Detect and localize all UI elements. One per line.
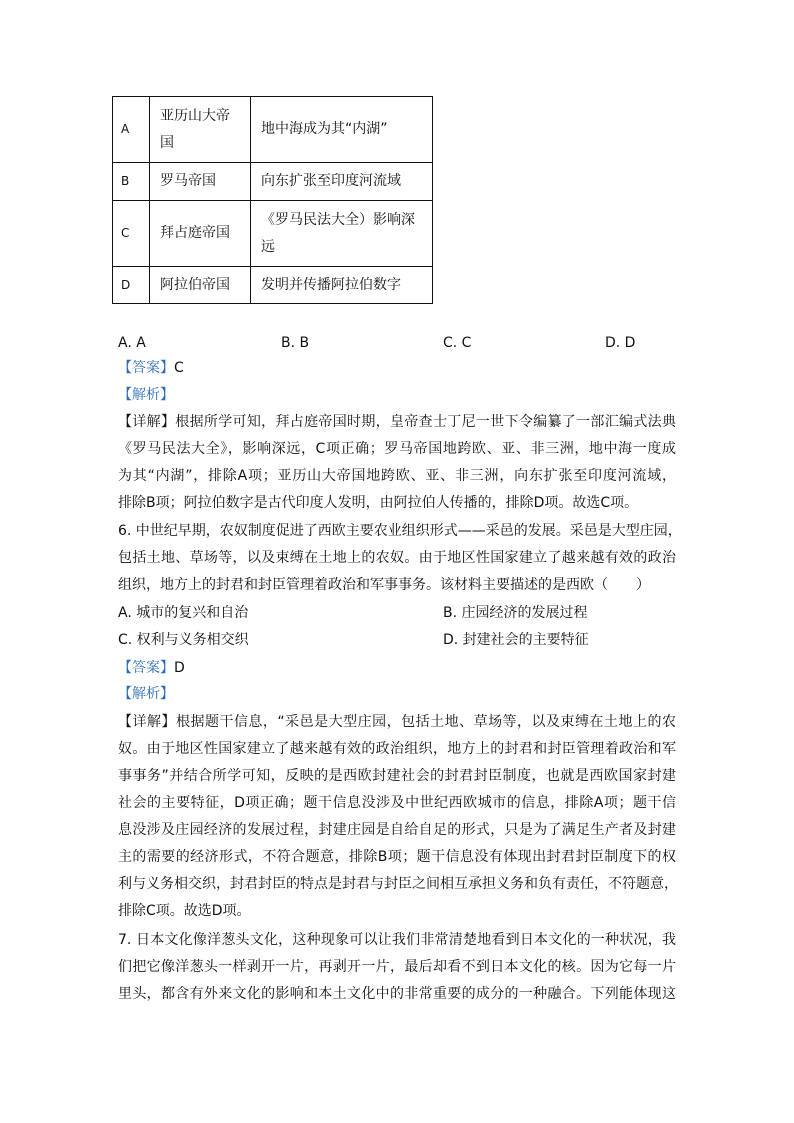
row-empire: 罗马帝国 [150,163,251,201]
q6-stem-line: 6. 中世纪早期，农奴制度促进了西欧主要农业组织形式——采邑的发展。采邑是大型庄园， [118,523,682,539]
q5-detail-line: 【详解】根据所学可知，拜占庭帝国时期，皇帝查士丁尼一世下令编纂了一部汇编式法典 [118,414,676,430]
q5-option-c: C. C [443,335,472,351]
q6-stem-line: 包括土地、草场等，以及束缚在土地上的农奴。由于地区性国家建立了越来越有效的政治 [118,550,676,566]
q5-table [112,96,433,304]
q5-detail-line: 排除B项；阿拉伯数字是古代印度人发明，由阿拉伯人传播的，排除D项。故选C项。 [118,495,639,511]
row-fact: 向东扩张至印度河流域 [251,163,433,201]
row-empire: 亚历山大帝国 [150,97,251,163]
q6-detail-line: 利与义务相交织，封君封臣的特点是封君与封臣之间相互承担义务和负有责任，不符题意， [118,876,678,892]
row-empire: 阿拉伯帝国 [150,267,251,304]
q5-option-d: D. D [605,335,636,351]
q7-stem-line: 7. 日本文化像洋葱头文化，这种现象可以让我们非常清楚地看到日本文化的一种状况，我 [118,932,676,948]
row-letter: C [113,201,150,267]
row-empire: 拜占庭帝国 [150,201,251,267]
q7-stem-line: 们把它像洋葱头一样剥开一片，再剥开一片，最后却看不到日本文化的核。因为它每一片 [118,959,676,975]
q6-detail-line: 息没涉及庄园经济的发展过程，封建庄园是自给自足的形式，只是为了满足生产者及封建 [118,822,676,838]
row-fact: 《罗马民法大全）影响深远 [251,201,433,267]
answer-label: 【答案】 [118,660,174,676]
q6-detail-line: 事事务”并结合所学可知，反映的是西欧封建社会的封君封臣制度，也就是西欧国家封建 [118,768,676,784]
q6-detail-line: 主的需要的经济形式，不符合题意，排除B项；题干信息没有体现出封君封臣制度下的权 [118,849,676,865]
q6-option-c: C. 权利与义务相交织 [118,632,249,648]
row-fact: 发明并传播阿拉伯数字 [251,267,433,304]
q6-detail-line: 排除C项。故选D项。 [118,903,251,919]
row-letter: A [113,97,150,163]
q6-answer [118,658,185,678]
q5-detail-line: 为其“内湖”，排除A项；亚历山大帝国地跨欧、亚、非三洲，向东扩张至印度河流域， [118,468,676,484]
analysis-label: 【解析】 [118,686,174,702]
q6-detail-line: 奴。由于地区性国家建立了越来越有效的政治组织，地方上的封君和封臣管理着政治和军 [118,741,676,757]
q6-option-d: D. 封建社会的主要特征 [443,632,589,648]
row-fact: 地中海成为其“内湖” [251,97,433,163]
q6-option-b: B. 庄园经济的发展过程 [443,605,588,621]
analysis-label: 【解析】 [118,387,174,403]
q7-stem-line: 里头，都含有外来文化的影响和本土文化中的非常重要的成分的一种融合。下列能体现这 [118,986,676,1002]
answer-value: D [174,660,185,676]
row-letter: B [113,163,150,201]
answer-label: 【答案】 [118,360,174,376]
q5-answer [118,358,184,378]
row-letter: D [113,267,150,304]
q5-option-a: A. A [118,335,146,351]
q6-stem-line: 组织，地方上的封君和封臣管理着政治和军事事务。该材料主要描述的是西欧（ ） [118,577,650,593]
q5-option-b: B. B [281,335,310,351]
answer-value: C [174,360,184,376]
q5-detail-line: 《罗马民法大全》，影响深远，C项正确；罗马帝国地跨欧、亚、非三洲，地中海一度成 [118,441,676,457]
q6-detail-line: 社会的主要特征，D项正确；题干信息没涉及中世纪西欧城市的信息，排除A项；题干信 [118,795,676,811]
q6-detail-line: 【详解】根据题干信息，“采邑是大型庄园，包括土地、草场等，以及束缚在土地上的农 [118,714,676,730]
q6-option-a: A. 城市的复兴和自治 [118,605,249,621]
